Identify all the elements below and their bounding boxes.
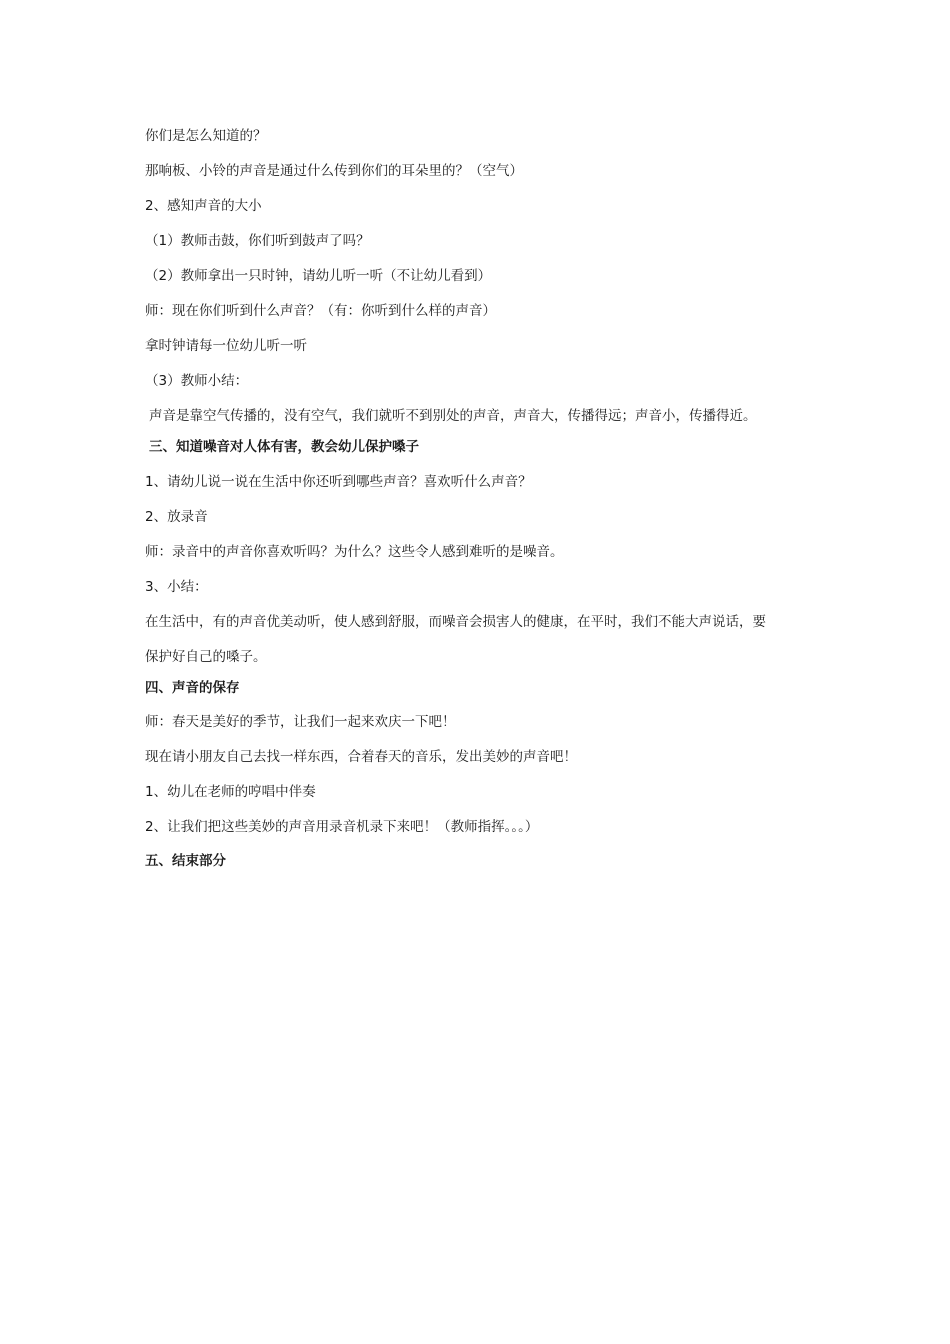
section-heading-sound-saving: 四、声音的保存 xyxy=(145,680,240,696)
section-heading-ending: 五、结束部分 xyxy=(145,853,226,869)
section-heading-noise: 三、知道噪音对人体有害，教会幼儿保护嗓子 xyxy=(149,439,419,455)
paragraph-question-sound-travel: 那响板、小铃的声音是通过什么传到你们的耳朵里的？（空气） xyxy=(145,163,523,179)
subheading-play-recording: 2、放录音 xyxy=(145,509,208,525)
subheading-summary: 3、小结： xyxy=(145,579,208,595)
paragraph-noise-summary-1: 在生活中，有的声音优美动听，使人感到舒服，而噪音会损害人的健康，在平时，我们不能大声说话，要 xyxy=(145,614,766,630)
list-item-record: 2、让我们把这些美妙的声音用录音机录下来吧！（教师指挥。。。） xyxy=(145,819,539,835)
list-item-summary: （3）教师小结： xyxy=(145,373,249,389)
paragraph-other-sounds: 1、请幼儿说一说在生活中你还听到哪些声音？喜欢听什么声音？ xyxy=(145,474,532,490)
list-item-accompany: 1、幼儿在老师的哼唱中伴奏 xyxy=(145,784,316,800)
list-item-clock: （2）教师拿出一只时钟，请幼儿听一听（不让幼儿看到） xyxy=(145,268,492,284)
paragraph-recording-question: 师：录音中的声音你喜欢听吗？为什么？这些令人感到难听的是噪音。 xyxy=(145,544,564,560)
paragraph-noise-summary-2: 保护好自己的嗓子。 xyxy=(145,649,267,665)
paragraph-summary-text: 声音是靠空气传播的，没有空气，我们就听不到别处的声音，声音大，传播得远；声音小，传播得近。 xyxy=(149,408,757,424)
paragraph-clock-listen: 拿时钟请每一位幼儿听一听 xyxy=(145,338,307,354)
list-item-drum: （1）教师击鼓，你们听到鼓声了吗？ xyxy=(145,233,370,249)
paragraph-teacher-question: 师：现在你们听到什么声音？（有：你听到什么样的声音） xyxy=(145,303,496,319)
paragraph-question-how-know: 你们是怎么知道的？ xyxy=(145,128,267,144)
paragraph-find-object: 现在请小朋友自己去找一样东西，合着春天的音乐，发出美妙的声音吧！ xyxy=(145,749,577,765)
subheading-sound-volume: 2、感知声音的大小 xyxy=(145,198,262,214)
paragraph-spring: 师：春天是美好的季节，让我们一起来欢庆一下吧！ xyxy=(145,714,456,730)
